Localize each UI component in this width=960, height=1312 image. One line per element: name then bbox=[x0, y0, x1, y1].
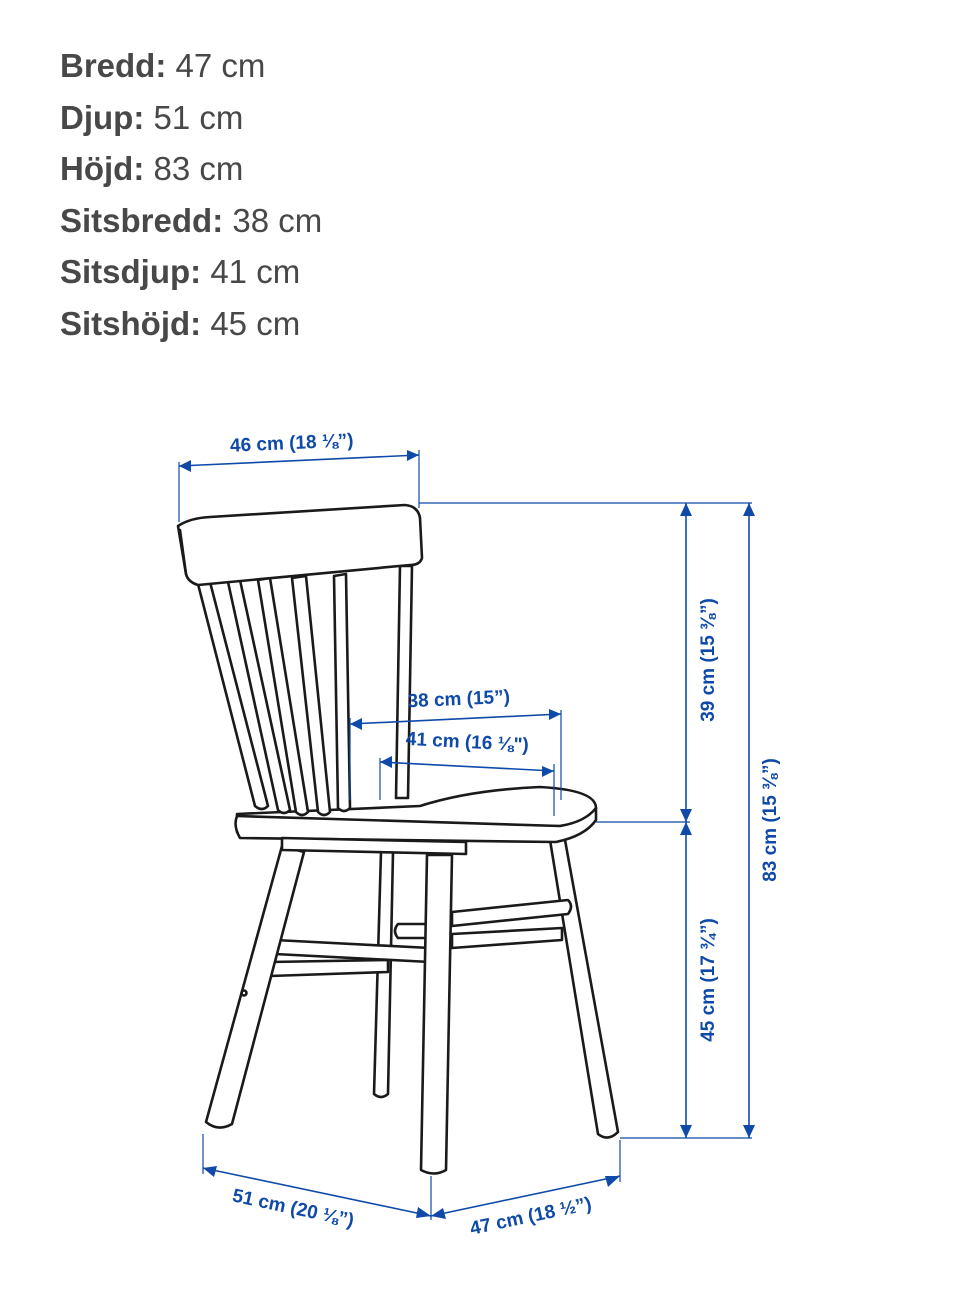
label-backrest-height: 39 cm (15 ⅜”) bbox=[698, 598, 719, 722]
chair-illustration bbox=[178, 505, 618, 1174]
spec-label: Sitsdjup: bbox=[60, 253, 202, 291]
chair-seat-underside bbox=[282, 838, 466, 854]
spec-value: 47 cm bbox=[175, 47, 266, 84]
chair-stretcher-right bbox=[452, 900, 571, 926]
chair-back-right-leg bbox=[550, 840, 618, 1138]
label-seat-width: 38 cm (15”) bbox=[407, 686, 511, 713]
spec-value: 41 cm bbox=[210, 253, 301, 291]
label-total-height: 83 cm (15 ⅜”) bbox=[760, 758, 781, 882]
spec-value: 45 cm bbox=[210, 304, 301, 342]
label-depth: 51 cm (20 ⅛”) bbox=[230, 1185, 356, 1232]
label-backrest-width: 46 cm (18 ⅛”) bbox=[229, 430, 354, 457]
chair-backrest bbox=[178, 505, 422, 585]
chair-stretcher-left bbox=[270, 960, 388, 976]
label-seat-height: 45 cm (17 ¾”) bbox=[698, 918, 719, 1042]
chair-back-left-leg bbox=[374, 852, 393, 1097]
spec-label: Sitsbredd: bbox=[60, 201, 224, 239]
spec-label: Bredd: bbox=[60, 47, 167, 84]
chair-spindle bbox=[334, 574, 350, 811]
spec-value: 51 cm bbox=[153, 98, 244, 136]
spec-label: Sitshöjd: bbox=[60, 304, 202, 342]
chair-stretcher-front bbox=[272, 940, 431, 962]
label-seat-depth: 41 cm (16 ⅛") bbox=[405, 728, 530, 757]
spec-label: Djup: bbox=[60, 98, 145, 136]
spec-label: Höjd: bbox=[60, 150, 145, 188]
chair-front-left-leg bbox=[206, 846, 304, 1128]
chair-stretcher-back bbox=[452, 928, 562, 948]
spec-value: 38 cm bbox=[232, 201, 323, 239]
label-width: 47 cm (18 ½”) bbox=[468, 1193, 594, 1240]
chair-front-right-leg bbox=[421, 855, 452, 1174]
spec-value: 83 cm bbox=[153, 150, 244, 188]
